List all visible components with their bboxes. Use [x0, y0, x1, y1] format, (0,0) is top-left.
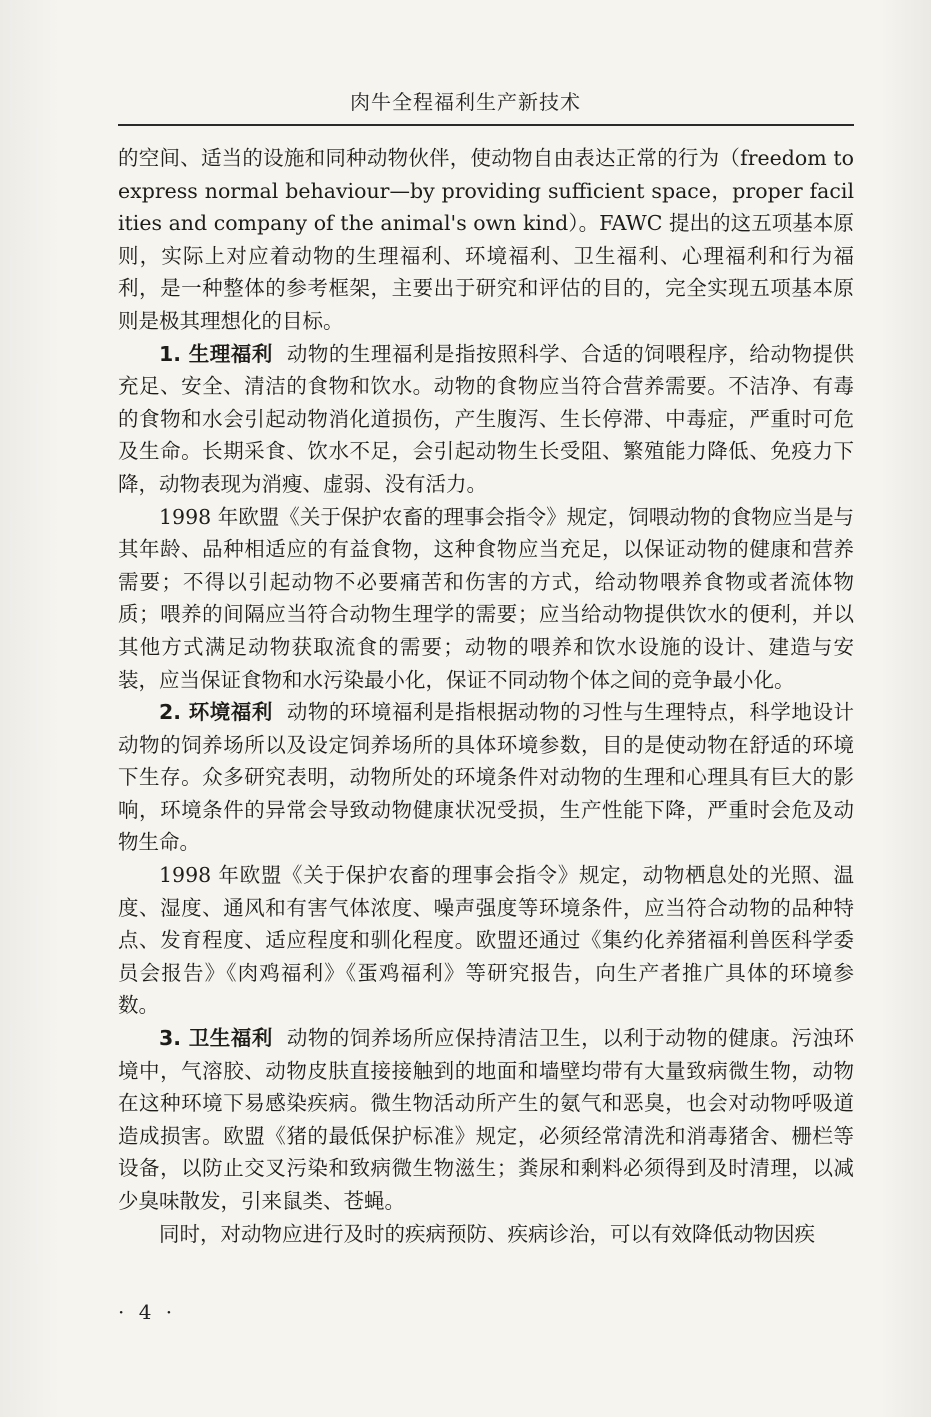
paragraph-4-text: 动物的环境福利是指根据动物的习性与生理特点，科学地设计动物的饲养场所以及设定饲养场所的具体环境参数，目的是使动物在舒适的环境下生存。众多研究表明，动物所处的环境条件对动物的生理和心理具有巨大的影响，环境条件的异常会导致动物健康状况受损，生产性能下降，严重时会危及动物生命。 [118, 700, 854, 855]
paragraph-2 [118, 338, 854, 501]
paragraph-1-text: 的空间、适当的设施和同种动物伙伴，使动物自由表达正常的行为（freedom to express normal behaviour—by providing sufficient space，proper facilities and company of the animal's own kind）。FAWC 提出的这五项基本原则，实际上对应着动物的生理福利、环境福利、卫生福利、心理福利和行为福利，是一种整体的参考框架，主要出于研究和评估的目的，完全实现五项基本原则是极其理想化的目标。 [118, 146, 854, 333]
paragraph-6 [118, 1022, 854, 1218]
paragraph-3 [118, 501, 854, 697]
section-heading-hygiene-welfare: 3. 卫生福利 [159, 1026, 273, 1051]
paragraph-5 [118, 859, 854, 1022]
section-heading-physiological-welfare: 1. 生理福利 [159, 341, 273, 366]
paragraph-7-text: 同时，对动物应进行及时的疾病预防、疾病诊治，可以有效降低动物因疾 [159, 1221, 815, 1246]
paragraph-3-text: 1998 年欧盟《关于保护农畜的理事会指令》规定，饲喂动物的食物应当是与其年龄、品种相适应的有益食物，这种食物应当充足，以保证动物的健康和营养需要；不得以引起动物不必要痛苦和伤害的方式，给动物喂养食物或者流体物质；喂养的间隔应当符合动物生理学的需要；应当给动物提供饮水的便利，并以其他方式满足动物获取流食的需要；动物的喂养和饮水设施的设计、建造与安装，应当保证食物和水污染最小化，保证不同动物个体之间的竞争最小化。 [118, 504, 854, 692]
running-header-title: 肉牛全程福利生产新技术 [350, 90, 581, 114]
page-number: · 4 · [118, 1300, 177, 1324]
paragraph-5-text: 1998 年欧盟《关于保护农畜的理事会指令》规定，动物栖息处的光照、温度、湿度、通风和有害气体浓度、噪声强度等环境条件，应当符合动物的品种特点、发育程度、适应程度和驯化程度。欧盟还通过《集约化养猪福利兽医科学委员会报告》《肉鸡福利》《蛋鸡福利》等研究报告，向生产者推广具体的环境参数。 [118, 863, 854, 1018]
header-rule [118, 124, 854, 126]
section-heading-environmental-welfare: 2. 环境福利 [159, 700, 273, 725]
paragraph-2-text: 动物的生理福利是指按照科学、合适的饲喂程序，给动物提供充足、安全、清洁的食物和饮水。动物的食物应当符合营养需要。不洁净、有毒的食物和水会引起动物消化道损伤，产生腹泻、生长停滞、中毒症，严重时可危及生命。长期采食、饮水不足，会引起动物生长受阻、繁殖能力降低、免疫力下降，动物表现为消瘦、虚弱、没有活力。 [118, 341, 854, 496]
body-text [118, 142, 854, 1250]
paragraph-1 [118, 142, 854, 338]
paragraph-4 [118, 696, 854, 859]
paragraph-6-text: 动物的饲养场所应保持清洁卫生，以利于动物的健康。污浊环境中，气溶胶、动物皮肤直接接触到的地面和墙壁均带有大量致病微生物，动物在这种环境下易感染疾病。微生物活动所产生的氨气和恶臭，也会对动物呼吸道造成损害。欧盟《猪的最低保护标准》规定，必须经常清洗和消毒猪舍、栅栏等设备，以防止交叉污染和致病微生物滋生；粪尿和剩料必须得到及时清理，以减少臭味散发，引来鼠类、苍蝇。 [118, 1026, 854, 1213]
paragraph-7 [118, 1218, 854, 1251]
